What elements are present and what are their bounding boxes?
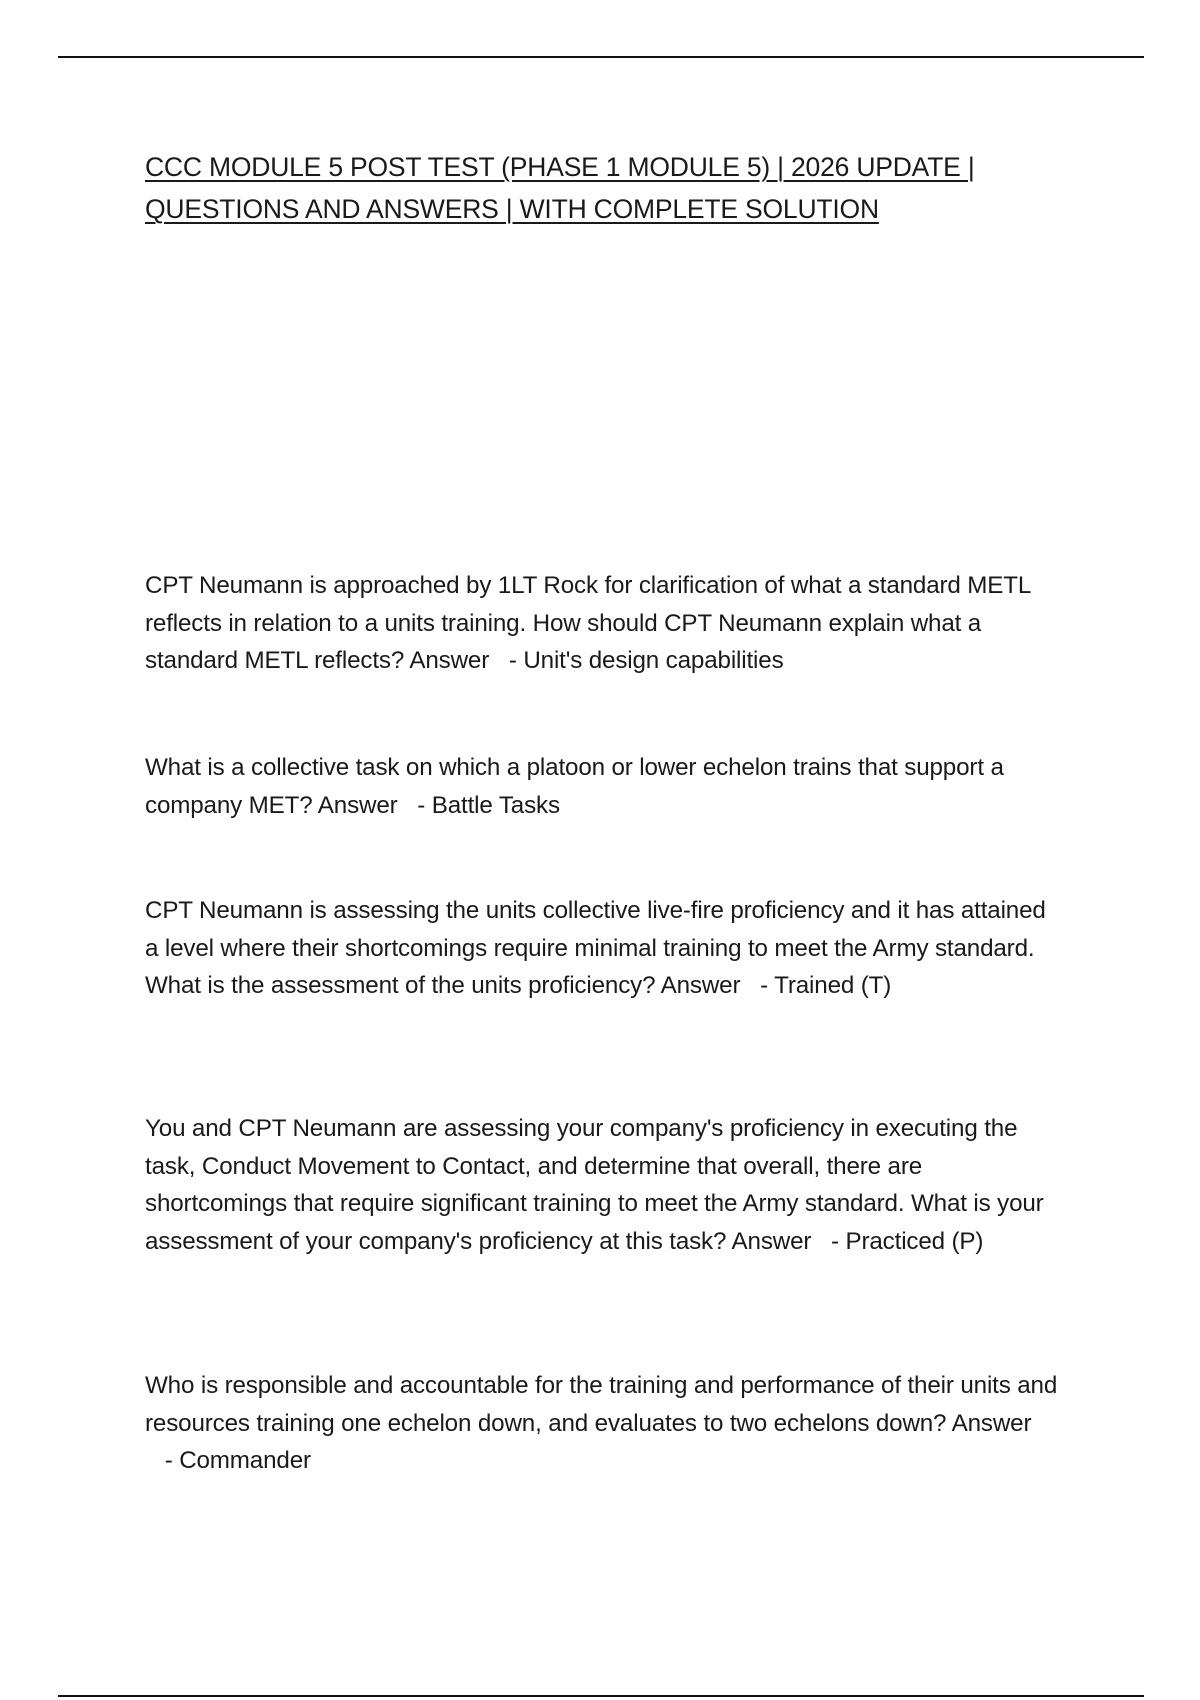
qa-item-2: What is a collective task on which a platoon or lower echelon trains that support a company MET? Answer - Battle Tasks xyxy=(145,754,1004,819)
qa-item-5: Who is responsible and accountable for the training and performance of their units and resources training one echelon down, and evaluates to two echelons down? Answer - Commander xyxy=(145,1372,1058,1474)
title-line-2: QUESTIONS AND ANSWERS | WITH COMPLETE SOLUTION xyxy=(145,194,879,224)
page-title xyxy=(145,146,1065,230)
answer-text: Practiced (P) xyxy=(845,1227,984,1255)
bottom-divider xyxy=(58,1695,1144,1697)
answer-text: Battle Tasks xyxy=(431,791,560,819)
answer-text: Unit's design capabilities xyxy=(523,647,784,674)
qa-item-4: You and CPT Neumann are assessing your company's proficiency in executing the task, Conduct Movement to Contact, and determine that overall, there are shortcomings that require significant training to meet the Army standard. What is your assessment of your company's proficiency at this task? Answer - Practiced (P) xyxy=(145,1115,1044,1255)
qa-item-3: CPT Neumann is assessing the units collective live-fire proficiency and it has attained a level where their shortcomings require minimal training to meet the Army standard. What is the assessment of the units proficiency? Answer - Trained (T) xyxy=(145,897,1046,999)
answer-text: Commander xyxy=(179,1447,311,1474)
answer-text: Trained (T) xyxy=(774,972,892,999)
question-text: You and CPT Neumann are assessing your company's proficiency in executing the task, Conduct Movement to Contact, and determine that overall, there are shortcomings that require significant training to meet the Army standard. What is your assessment of your company's proficiency at this task? Answer xyxy=(145,1115,1044,1255)
question-text: CPT Neumann is approached by 1LT Rock for clarification of what a standard METL reflects in relation to a units training. How should CPT Neumann explain what a standard METL reflects? Answer xyxy=(145,572,1031,674)
top-divider xyxy=(58,56,1144,58)
title-line-1: CCC MODULE 5 POST TEST (PHASE 1 MODULE 5) | 2026 UPDATE | xyxy=(145,152,975,182)
question-text: CPT Neumann is assessing the units collective live-fire proficiency and it has attained a level where their shortcomings require minimal training to meet the Army standard. What is the assessment of the units proficiency? Answer xyxy=(145,897,1046,999)
qa-item-1: CPT Neumann is approached by 1LT Rock for clarification of what a standard METL reflects in relation to a units training. How should CPT Neumann explain what a standard METL reflects? Answer - Unit's design capabilities xyxy=(145,572,1031,674)
question-text: Who is responsible and accountable for the training and performance of their units and resources training one echelon down, and evaluates to two echelons down? Answer xyxy=(145,1372,1058,1437)
question-text: What is a collective task on which a platoon or lower echelon trains that support a company MET? Answer xyxy=(145,754,1004,819)
